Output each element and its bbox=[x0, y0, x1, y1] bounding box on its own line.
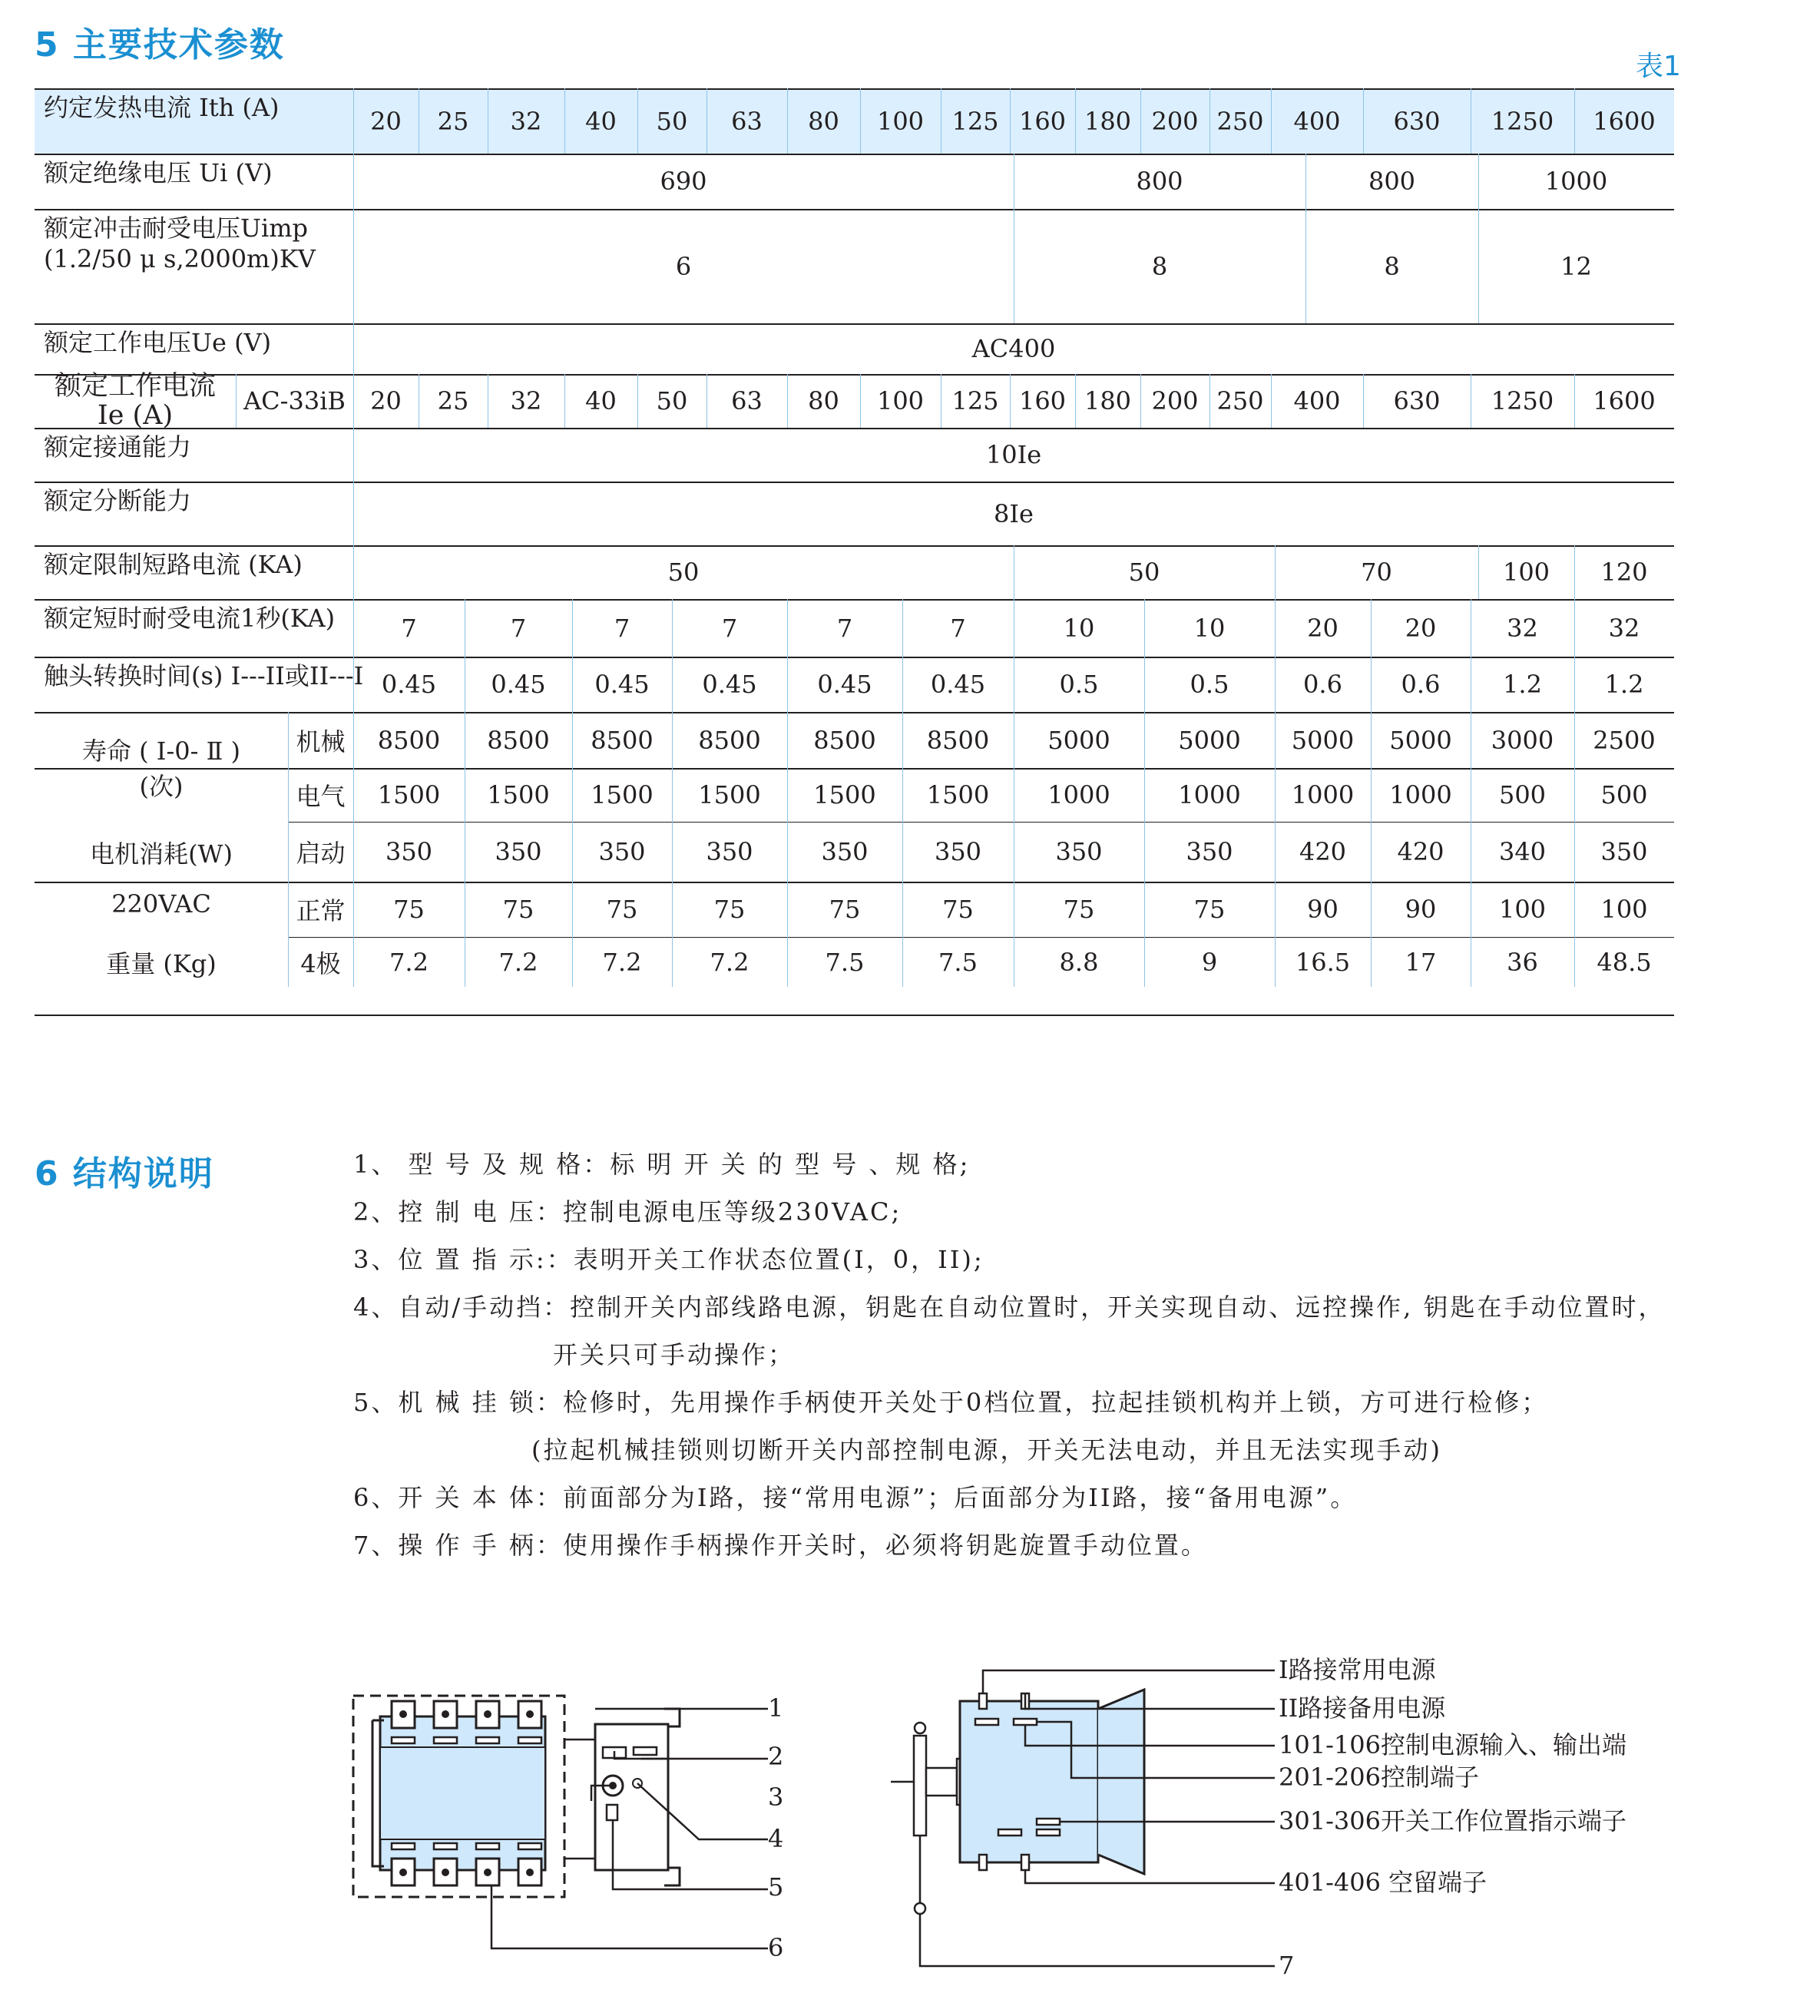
mech-cell: 3000 bbox=[1491, 725, 1554, 755]
section-6-title: 6 结构说明 bbox=[35, 1154, 214, 1193]
weight-cell: 7.2 bbox=[389, 947, 429, 977]
ith-cell: 1250 bbox=[1491, 106, 1554, 136]
life-label-line-2: (次) bbox=[139, 771, 184, 801]
short-cell: 7 bbox=[510, 613, 527, 643]
ie-label-line-1: 额定工作电流 bbox=[54, 371, 216, 402]
switch-front-diagram bbox=[338, 1667, 814, 1989]
callout-3: 3 bbox=[768, 1783, 784, 1812]
start-cell: 350 bbox=[1055, 837, 1103, 866]
break-cell: 8Ie bbox=[994, 498, 1034, 528]
switch-cell: 0.45 bbox=[381, 670, 437, 699]
switch-cell: 0.45 bbox=[930, 670, 986, 699]
short-label bbox=[35, 599, 353, 657]
mech-cell: 5000 bbox=[1178, 725, 1241, 755]
ith-cell: 160 bbox=[1018, 106, 1067, 136]
uimp-label-line-2: (1.2/50 μ s,2000m)KV bbox=[44, 244, 316, 273]
weight-cell: 7.5 bbox=[825, 947, 865, 977]
normal-cell: 90 bbox=[1307, 895, 1339, 924]
short-cell: 10 bbox=[1063, 613, 1095, 643]
break-label bbox=[35, 482, 353, 545]
note-6: 6、开 关 本 体：前面部分为I路，接“常用电源”；后面部分为II路，接“备用电源”。 bbox=[353, 1483, 1358, 1512]
mech-cell: 8500 bbox=[813, 725, 876, 755]
start-cell: 350 bbox=[495, 837, 542, 866]
start-cell: 350 bbox=[1186, 837, 1233, 866]
elec-cell: 1500 bbox=[698, 780, 761, 809]
ui-label-line-1: 额定绝缘电压 Ui (V) bbox=[44, 158, 273, 187]
ie-cell: 25 bbox=[437, 386, 469, 415]
short-cell: 7 bbox=[614, 613, 630, 643]
uimp-cell: 8 bbox=[1384, 251, 1400, 281]
ie-cell: 80 bbox=[808, 386, 839, 415]
switch-cell: 0.45 bbox=[702, 670, 757, 699]
short-cell: 7 bbox=[401, 613, 417, 643]
ie-label-line-2: Ie (A) bbox=[97, 400, 174, 431]
life-label bbox=[35, 712, 288, 822]
elec-label bbox=[288, 768, 353, 822]
normal-cell: 75 bbox=[606, 895, 638, 924]
weight-cell: 8.8 bbox=[1059, 947, 1099, 977]
start-cell: 340 bbox=[1498, 837, 1547, 866]
weight-cell: 17 bbox=[1405, 947, 1437, 977]
switch-cell: 1.2 bbox=[1503, 670, 1542, 699]
ie-cell: 20 bbox=[370, 386, 402, 415]
start-cell: 350 bbox=[821, 837, 869, 866]
start-cell: 350 bbox=[385, 837, 433, 866]
weight-cell: 36 bbox=[1507, 947, 1538, 977]
callout-5: 5 bbox=[768, 1872, 784, 1902]
callout-2: 2 bbox=[768, 1742, 784, 1771]
switch-side-diagram bbox=[883, 1651, 1651, 2004]
ith-cell: 63 bbox=[731, 106, 763, 136]
uimp-cell: 12 bbox=[1560, 251, 1592, 281]
switch-label bbox=[35, 657, 364, 712]
limit-label bbox=[35, 545, 353, 599]
label-i-normal-power: I路接常用电源 bbox=[1279, 1655, 1436, 1684]
ie-cell: 250 bbox=[1216, 386, 1264, 415]
ui-cell: 800 bbox=[1136, 167, 1183, 196]
weight-cell: 16.5 bbox=[1295, 947, 1351, 977]
note-1: 1、 型 号 及 规 格：标 明 开 关 的 型 号 、规 格; bbox=[353, 1150, 971, 1179]
weight-pole bbox=[288, 937, 353, 987]
elec-cell: 1500 bbox=[377, 780, 441, 809]
ie-cell: 32 bbox=[510, 386, 542, 415]
side-unit bbox=[595, 1724, 668, 1870]
uimp-label-line-1: 额定冲击耐受电压Uimp bbox=[44, 214, 309, 243]
ith-label-line-1: 约定发热电流 Ith (A) bbox=[44, 93, 280, 122]
label-301-306: 301-306开关工作位置指示端子 bbox=[1279, 1806, 1626, 1836]
switch-label-line-1: 触头转换时间(s) I---II或II---I bbox=[44, 661, 364, 690]
weight-cell: 7.2 bbox=[710, 947, 750, 977]
ith-cell: 25 bbox=[437, 106, 469, 136]
normal-cell: 90 bbox=[1405, 895, 1437, 924]
ie-label bbox=[35, 371, 236, 431]
ith-cell: 630 bbox=[1393, 106, 1441, 136]
uimp-cell: 6 bbox=[675, 251, 692, 281]
normal-label bbox=[288, 882, 353, 937]
mech-cell: 2500 bbox=[1593, 725, 1656, 755]
ie-cell: 200 bbox=[1151, 386, 1199, 415]
motor-label bbox=[35, 822, 288, 937]
normal-cell: 75 bbox=[1063, 895, 1095, 924]
ie-category-line-1: AC-33iB bbox=[243, 386, 346, 415]
elec-cell: 1500 bbox=[926, 780, 990, 809]
weight-cell: 7.2 bbox=[602, 947, 642, 977]
handle-bar bbox=[914, 1736, 926, 1836]
ith-cell: 32 bbox=[510, 106, 542, 136]
ith-cell: 125 bbox=[951, 106, 999, 136]
switch-cell: 0.5 bbox=[1059, 670, 1099, 699]
motor-label-line-2: 220VAC bbox=[111, 889, 211, 919]
start-label-line-1: 启动 bbox=[296, 839, 346, 868]
switch-cell: 1.2 bbox=[1604, 670, 1644, 699]
mech-label bbox=[288, 712, 353, 768]
ie-cell: 160 bbox=[1018, 386, 1067, 415]
mech-cell: 8500 bbox=[698, 725, 761, 755]
label-101-106: 101-106控制电源输入、输出端 bbox=[1279, 1730, 1626, 1759]
limit-cell: 50 bbox=[1128, 558, 1160, 587]
motor-label-line-1: 电机消耗(W) bbox=[90, 839, 233, 869]
front-cover bbox=[1098, 1690, 1144, 1874]
limit-cell: 50 bbox=[667, 558, 700, 587]
start-cell: 350 bbox=[706, 837, 753, 866]
ith-cell: 200 bbox=[1151, 106, 1199, 136]
short-cell: 7 bbox=[836, 613, 853, 643]
ui-label bbox=[35, 154, 353, 209]
switch-cell: 0.45 bbox=[817, 670, 872, 699]
table-tag: 表1 bbox=[1636, 51, 1681, 82]
switch-cell: 0.6 bbox=[1303, 670, 1342, 699]
make-cell: 10Ie bbox=[985, 440, 1042, 469]
normal-cell: 75 bbox=[502, 895, 534, 924]
start-cell: 350 bbox=[598, 837, 646, 866]
weight-pole-line-1: 4极 bbox=[300, 948, 341, 978]
ie-cell: 50 bbox=[656, 386, 688, 415]
short-cell: 32 bbox=[1608, 613, 1640, 643]
ie-cell: 40 bbox=[585, 386, 617, 415]
start-cell: 420 bbox=[1299, 837, 1347, 866]
note-4: 4、自动/手动挡：控制开关内部线路电源，钥匙在自动位置时，开关实现自动、远控操作, 钥匙在手动位置时， bbox=[353, 1293, 1666, 1322]
label-401-406: 401-406 空留端子 bbox=[1279, 1868, 1487, 1897]
short-cell: 7 bbox=[721, 613, 738, 643]
mech-cell: 5000 bbox=[1047, 725, 1110, 755]
elec-cell: 1500 bbox=[487, 780, 550, 809]
normal-cell: 75 bbox=[1193, 895, 1226, 924]
ie-cell: 100 bbox=[876, 386, 925, 415]
note-7: 7、操 作 手 柄：使用操作手柄操作开关时，必须将钥匙旋置手动位置。 bbox=[353, 1531, 1208, 1560]
note-3: 3、位 置 指 示:：表明开关工作状态位置(I，0，II); bbox=[353, 1245, 984, 1274]
ui-cell: 1000 bbox=[1544, 167, 1608, 196]
note-5: 5、机 械 挂 锁：检修时，先用操作手柄使开关处于0档位置，拉起挂锁机构并上锁，方可进行检修； bbox=[353, 1388, 1549, 1417]
elec-cell: 500 bbox=[1498, 780, 1547, 809]
ie-cell: 1250 bbox=[1491, 386, 1554, 415]
weight-label bbox=[35, 937, 288, 987]
mech-label-line-1: 机械 bbox=[296, 727, 346, 756]
elec-cell: 1000 bbox=[1047, 780, 1110, 809]
ie-cell: 125 bbox=[951, 386, 999, 415]
callout-7: 7 bbox=[1279, 1951, 1295, 1980]
weight-cell: 7.2 bbox=[498, 947, 538, 977]
ie-cell: 63 bbox=[731, 386, 763, 415]
elec-label-line-1: 电气 bbox=[296, 782, 346, 811]
ie-cell: 180 bbox=[1084, 386, 1132, 415]
ie-category bbox=[236, 374, 353, 428]
mech-cell: 5000 bbox=[1389, 725, 1452, 755]
switch-cell: 0.45 bbox=[594, 670, 650, 699]
normal-cell: 100 bbox=[1600, 895, 1648, 924]
limit-label-line-1: 额定限制短路电流 (KA) bbox=[44, 550, 303, 579]
start-label bbox=[288, 822, 353, 882]
limit-cell: 70 bbox=[1361, 558, 1392, 587]
callout-4: 4 bbox=[768, 1824, 784, 1853]
ui-cell: 690 bbox=[660, 167, 707, 196]
start-cell: 350 bbox=[1600, 837, 1648, 866]
normal-label-line-1: 正常 bbox=[296, 896, 346, 925]
ie-cell: 1600 bbox=[1593, 386, 1656, 415]
mech-cell: 8500 bbox=[487, 725, 550, 755]
weight-cell: 9 bbox=[1201, 947, 1218, 977]
ith-cell: 40 bbox=[585, 106, 617, 136]
note-4-cont: 开关只可手动操作； bbox=[553, 1340, 796, 1369]
switch-cell: 0.45 bbox=[491, 670, 546, 699]
label-201-206: 201-206控制端子 bbox=[1279, 1763, 1479, 1792]
start-cell: 420 bbox=[1397, 837, 1444, 866]
elec-cell: 1500 bbox=[591, 780, 654, 809]
short-cell: 32 bbox=[1507, 613, 1538, 643]
make-label bbox=[35, 428, 353, 482]
switch-cell: 0.5 bbox=[1190, 670, 1229, 699]
structure-notes bbox=[353, 1140, 1666, 1569]
ue-label bbox=[35, 323, 353, 374]
short-label-line-1: 额定短时耐受电流1秒(KA) bbox=[44, 604, 336, 633]
ith-cell: 400 bbox=[1293, 106, 1341, 136]
elec-cell: 500 bbox=[1600, 780, 1648, 809]
ie-cell: 400 bbox=[1293, 386, 1341, 415]
callout-1: 1 bbox=[768, 1693, 784, 1723]
life-label-line-1: 寿命 ( Ⅰ-0- Ⅱ ) bbox=[81, 736, 241, 766]
row-rule bbox=[35, 1015, 1674, 1016]
short-cell: 20 bbox=[1405, 613, 1437, 643]
switch-cell: 0.6 bbox=[1401, 670, 1441, 699]
elec-cell: 1000 bbox=[1389, 780, 1452, 809]
normal-cell: 75 bbox=[393, 895, 425, 924]
ith-cell: 80 bbox=[808, 106, 839, 136]
start-cell: 350 bbox=[934, 837, 982, 866]
normal-cell: 75 bbox=[713, 895, 746, 924]
ith-cell: 50 bbox=[656, 106, 688, 136]
mech-cell: 8500 bbox=[591, 725, 654, 755]
ith-cell: 1600 bbox=[1593, 106, 1656, 136]
ith-cell: 100 bbox=[876, 106, 925, 136]
short-cell: 7 bbox=[950, 613, 966, 643]
limit-cell: 120 bbox=[1600, 558, 1648, 587]
mech-cell: 8500 bbox=[926, 725, 990, 755]
ith-label bbox=[35, 88, 353, 154]
ie-cell: 630 bbox=[1393, 386, 1441, 415]
mech-cell: 8500 bbox=[377, 725, 441, 755]
ue-cell: AC400 bbox=[971, 334, 1056, 363]
section-5-title: 5 主要技术参数 bbox=[35, 25, 285, 65]
note-5-cont: (拉起机械挂锁则切断开关内部控制电源，开关无法电动，并且无法实现手动) bbox=[531, 1435, 1442, 1465]
normal-cell: 75 bbox=[829, 895, 861, 924]
weight-label-line-1: 重量 (Kg) bbox=[106, 948, 217, 978]
ui-cell: 800 bbox=[1368, 167, 1416, 196]
spec-table bbox=[35, 88, 1674, 1015]
callout-6: 6 bbox=[768, 1933, 784, 1962]
weight-cell: 7.5 bbox=[938, 947, 978, 977]
elec-cell: 1000 bbox=[1178, 780, 1241, 809]
short-cell: 20 bbox=[1307, 613, 1339, 643]
ith-cell: 250 bbox=[1216, 106, 1264, 136]
uimp-label bbox=[35, 209, 353, 323]
uimp-cell: 8 bbox=[1151, 251, 1168, 281]
mech-cell: 5000 bbox=[1291, 725, 1355, 755]
break-label-line-1: 额定分断能力 bbox=[44, 486, 192, 515]
make-label-line-1: 额定接通能力 bbox=[44, 432, 192, 462]
note-2: 2、控 制 电 压：控制电源电压等级230VAC; bbox=[353, 1197, 902, 1226]
elec-cell: 1500 bbox=[813, 780, 876, 809]
short-cell: 10 bbox=[1193, 613, 1226, 643]
ith-cell: 180 bbox=[1084, 106, 1132, 136]
normal-cell: 75 bbox=[942, 895, 974, 924]
ue-label-line-1: 额定工作电压Ue (V) bbox=[44, 328, 272, 357]
ith-cell: 20 bbox=[370, 106, 402, 136]
label-ii-backup-power: II路接备用电源 bbox=[1279, 1693, 1446, 1723]
weight-cell: 48.5 bbox=[1597, 947, 1652, 977]
normal-cell: 100 bbox=[1498, 895, 1547, 924]
elec-cell: 1000 bbox=[1291, 780, 1355, 809]
limit-cell: 100 bbox=[1502, 558, 1550, 587]
